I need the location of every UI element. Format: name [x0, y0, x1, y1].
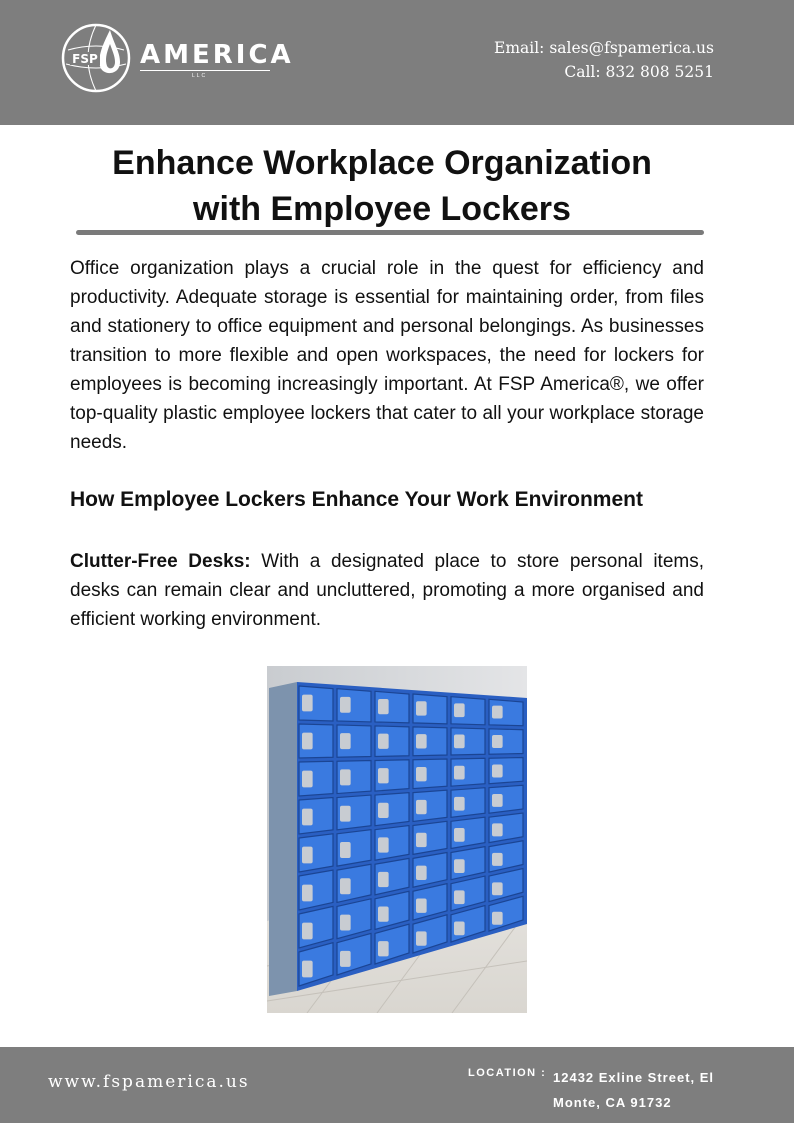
locker-handle: [416, 767, 427, 781]
locker-handle: [492, 823, 503, 836]
clutter-free-text: With a designated place to store personal items, desks can remain clear and uncluttered, promoting a more organised and efficient working environment.: [70, 551, 704, 630]
logo-subtext: LLC: [192, 73, 208, 79]
section-heading: How Employee Lockers Enhance Your Work Environment: [70, 488, 643, 511]
clutter-free-paragraph: [70, 547, 704, 634]
locker-handle: [378, 837, 389, 852]
page-title: [0, 140, 764, 232]
logo-divider: [140, 70, 270, 71]
locker-handle: [340, 951, 351, 967]
lockers-photo: [267, 666, 527, 1013]
locker-handle: [416, 866, 427, 880]
locker-handle: [492, 912, 503, 925]
page-footer: [0, 1047, 794, 1123]
locker-handle: [302, 771, 313, 788]
locker-handle: [416, 931, 427, 945]
contact-info: [494, 36, 714, 84]
locker-handle: [416, 800, 427, 814]
locker-handle: [340, 806, 351, 822]
locker-handle: [492, 735, 503, 748]
location-address: 12432 Exline Street, El Monte, CA 91732: [553, 1070, 715, 1110]
locker-handle: [340, 733, 351, 749]
locker-handle: [378, 872, 389, 887]
locker-handle: [302, 809, 313, 826]
locker-handle: [454, 703, 465, 717]
locker-handle: [302, 923, 313, 940]
website-link[interactable]: www.fspamerica.us: [48, 1072, 250, 1092]
locker-handle: [340, 878, 351, 894]
title-divider: [76, 230, 704, 235]
globe-droplet-icon: [60, 22, 132, 94]
locker-handle: [302, 961, 313, 978]
locker-handle: [378, 734, 389, 749]
locker-handle: [454, 766, 465, 780]
locker-handle: [416, 701, 427, 715]
locker-handle: [378, 803, 389, 818]
phone-link[interactable]: Call: 832 808 5251: [564, 63, 714, 81]
lockers-image: [267, 666, 527, 1013]
company-logo[interactable]: [60, 22, 294, 94]
locker-handle: [454, 828, 465, 842]
locker-handle: [454, 735, 465, 749]
locker-handle: [416, 734, 427, 748]
locker-handle: [378, 699, 389, 714]
locker-handle: [302, 847, 313, 864]
locker-handle: [340, 697, 351, 713]
title-line-1: Enhance Workplace Organization: [112, 144, 652, 182]
locker-handle: [492, 882, 503, 895]
locker-handle: [492, 706, 503, 719]
locker-handle: [378, 941, 389, 956]
intro-paragraph: Office organization plays a crucial role in the quest for efficiency and productivity. Adequate storage is essential for maintaining order, from files and stationery to office equipment and personal belongings. As businesses transition to more flexible and open workspaces, the need for lockers for employees is becoming increasingly important. At FSP America®, we offer top-quality plastic employee lockers that cater to all your workplace storage needs.: [70, 258, 704, 453]
logo-wordmark: AMERICA: [140, 40, 294, 70]
locker-handle: [378, 907, 389, 922]
locker-handle: [340, 769, 351, 785]
locker-handle: [302, 733, 313, 750]
locker-handle: [454, 797, 465, 811]
locker-handle: [340, 842, 351, 858]
locker-handle: [492, 764, 503, 777]
locker-handle: [454, 922, 465, 936]
clutter-free-label: Clutter-Free Desks:: [70, 551, 251, 572]
locker-handle: [492, 794, 503, 807]
locker-handle: [454, 859, 465, 873]
page-header: [0, 0, 794, 125]
locker-handle: [492, 853, 503, 866]
locker-handle: [340, 915, 351, 931]
email-link[interactable]: Email: sales@fspamerica.us: [494, 39, 714, 57]
locker-handle: [302, 695, 313, 712]
locker-handle: [454, 890, 465, 904]
locker-handle: [302, 885, 313, 902]
title-line-2: with Employee Lockers: [193, 190, 571, 228]
locker-handle: [378, 768, 389, 783]
locker-handle: [416, 833, 427, 847]
location-label: LOCATION :: [468, 1067, 547, 1079]
locker-handle: [416, 898, 427, 912]
logo-mark-text: FSP: [72, 52, 98, 66]
